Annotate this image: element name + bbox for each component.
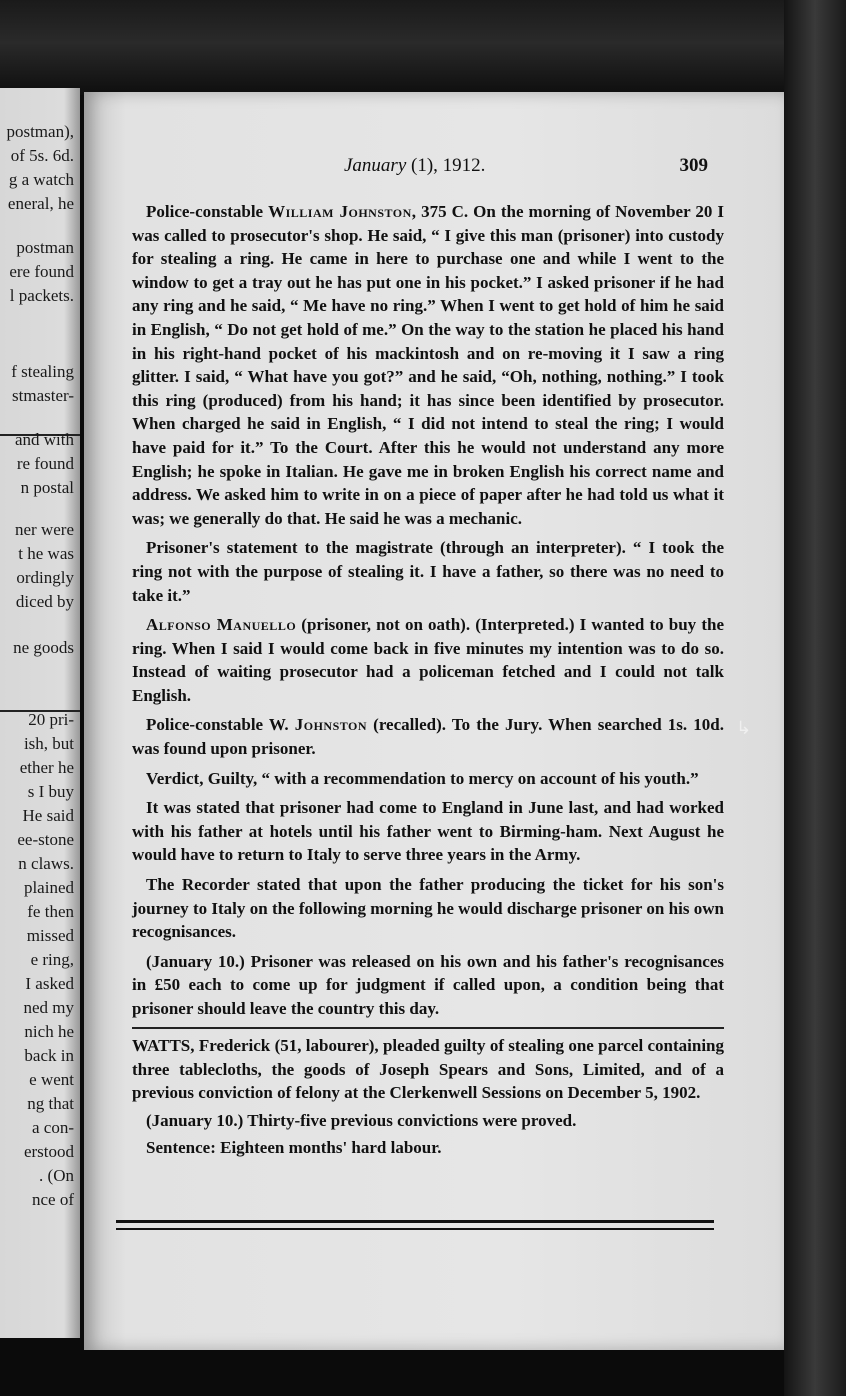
running-title (344, 155, 485, 177)
paragraph: The Recorder stated that upon the father producing the ticket for his son's journey to Italy on the following morning he would discharge prisoner on his own recognisances. (132, 875, 724, 942)
left-page-line: fe then (27, 902, 74, 921)
text-span: Police-constable W. (146, 715, 295, 735)
left-page-line: postman (16, 238, 74, 257)
witness-name: Johnston (294, 715, 368, 735)
paragraph: (January 10.) Prisoner was released on his own and his father's recognisances in £50 each to come up for judgment if called upon, a condition being that prisoner should leave the country this day. (132, 951, 724, 1018)
left-page-line: back in (24, 1046, 74, 1065)
running-title-date: (1), 1912. (406, 155, 486, 176)
left-page-line: e ring, (30, 950, 74, 969)
left-page-line: missed (26, 926, 74, 945)
left-page-line: re found (16, 454, 74, 473)
left-page-line: g a watch (8, 170, 74, 189)
left-page-line: He said (22, 806, 74, 825)
left-page-line: plained (23, 878, 74, 897)
left-page-line: s I buy (27, 782, 74, 801)
paragraph: Sentence: Eighteen months' hard labour. (146, 1138, 442, 1158)
left-page-line: ordingly (16, 568, 74, 587)
left-page-line: ne goods (13, 638, 74, 657)
scan-background-top (0, 0, 846, 95)
end-rule-thin (116, 1228, 714, 1230)
prisoner-name: Alfonso Manuello (146, 615, 297, 635)
paragraph: Verdict, Guilty, “ with a recommendation to mercy on account of his youth.” (146, 768, 699, 788)
left-page-line: n postal (20, 478, 74, 497)
page-header (84, 155, 784, 181)
left-page-line: e went (29, 1070, 74, 1089)
text-span: (recalled). To the Jury. When searched 1s. 10d. was found upon prisoner. (132, 715, 724, 759)
left-page-line: diced by (15, 592, 74, 611)
paragraph (132, 613, 724, 707)
margin-speck: ↳ (736, 718, 752, 739)
left-page-line: ner were (15, 520, 74, 539)
scan-background-right (784, 0, 846, 1396)
page-number: 309 (679, 155, 708, 176)
left-page-line: . (On (39, 1166, 74, 1185)
book-page (84, 92, 784, 1350)
left-page-line: ned my (23, 998, 74, 1017)
left-page-line: n claws. (18, 854, 74, 873)
case-separator-rule (132, 1027, 724, 1029)
end-rule-thick (116, 1220, 714, 1223)
paragraph (132, 200, 724, 530)
left-page-line: ee-stone (17, 830, 74, 849)
left-page-strip (0, 88, 80, 1338)
witness-name: William Johnston (268, 202, 412, 221)
left-page-line: erstood (23, 1142, 74, 1161)
left-page-line: postman), (6, 122, 74, 141)
left-page-line: stmaster- (12, 386, 74, 405)
case-watts (132, 1034, 724, 1164)
paragraph: (January 10.) Thirty-five previous convictions were proved. (146, 1110, 577, 1130)
left-page-line: nce of (31, 1190, 74, 1209)
left-page-line: ish, but (23, 734, 74, 753)
left-page-line: t he was (18, 544, 74, 563)
left-page-line: f stealing (11, 362, 74, 381)
paragraph: WATTS, Frederick (51, labourer), pleaded guilty of stealing one parcel containing three tablecloths, the goods of Joseph Spears and Sons, Limited, and of a previous conviction of felony at the Clerkenwell Sessions on December 5, 1902. (132, 1036, 724, 1103)
left-page-line: ng that (27, 1094, 74, 1113)
left-page-line: of 5s. 6d. (10, 146, 74, 165)
left-page-line: I asked (25, 974, 74, 993)
text-span: (prisoner, not on oath). (Interpreted.) I wanted to buy the ring. When I said I would come back in five minutes my intention was to do so. Instead of waiting prosecutor had a policeman fetched and I could not talk English. (132, 615, 724, 705)
case-johnston-manuello (132, 200, 724, 1027)
paragraph: It was stated that prisoner had come to England in June last, and had worked with his father at hotels until his father went to Birming-ham. Next August he would have to return to Italy to serve three years in the Army. (132, 798, 724, 865)
paragraph (132, 713, 724, 760)
left-page-line: 20 pri- (28, 710, 74, 729)
left-page-line: ere found (9, 262, 74, 281)
left-page-line: eneral, he (7, 194, 74, 213)
left-page-line: a con- (31, 1118, 74, 1137)
running-title-month: January (344, 155, 407, 176)
paragraph: Prisoner's statement to the magistrate (through an interpreter). “ I took the ring not with the purpose of stealing it. I have a father, so there was no need to take it.” (132, 538, 724, 605)
text-span: Police-constable (146, 202, 269, 221)
left-page-line: and with (14, 430, 74, 449)
left-page-line: l packets. (9, 286, 74, 305)
left-page-line: nich he (24, 1022, 74, 1041)
text-span: , 375 C. On the morning of November 20 I was called to prosecutor's shop. He said, “ I give this man (prisoner) into custody for stealing a ring. He came in here to purchase one and while I went to the window to get a tray out he has put one in his pocket.” I asked prisoner if he had any ring and he said, “ Me have no ring.” When I went to get hold of him he said in English, “ Do not get hold of me.” On the way to the station he placed his hand in his right-hand pocket of his mackintosh and on re-moving it I saw a ring glitter. I said, “ What have you got?” and he said, “Oh, nothing, nothing.” I took this ring (produced) from his hand; it has since been identified by prosecutor. When charged he said in English, “ I did not intend to steal the ring; I would have paid for it.” To the Court. After this he would not understand any more English; he spoke in Italian. He gave me in broken English his correct name and address. We asked him to write in on a piece of paper after he had told us what it was; we generally do that. He said he was a mechanic. (132, 202, 725, 528)
left-page-line: ether he (19, 758, 74, 777)
